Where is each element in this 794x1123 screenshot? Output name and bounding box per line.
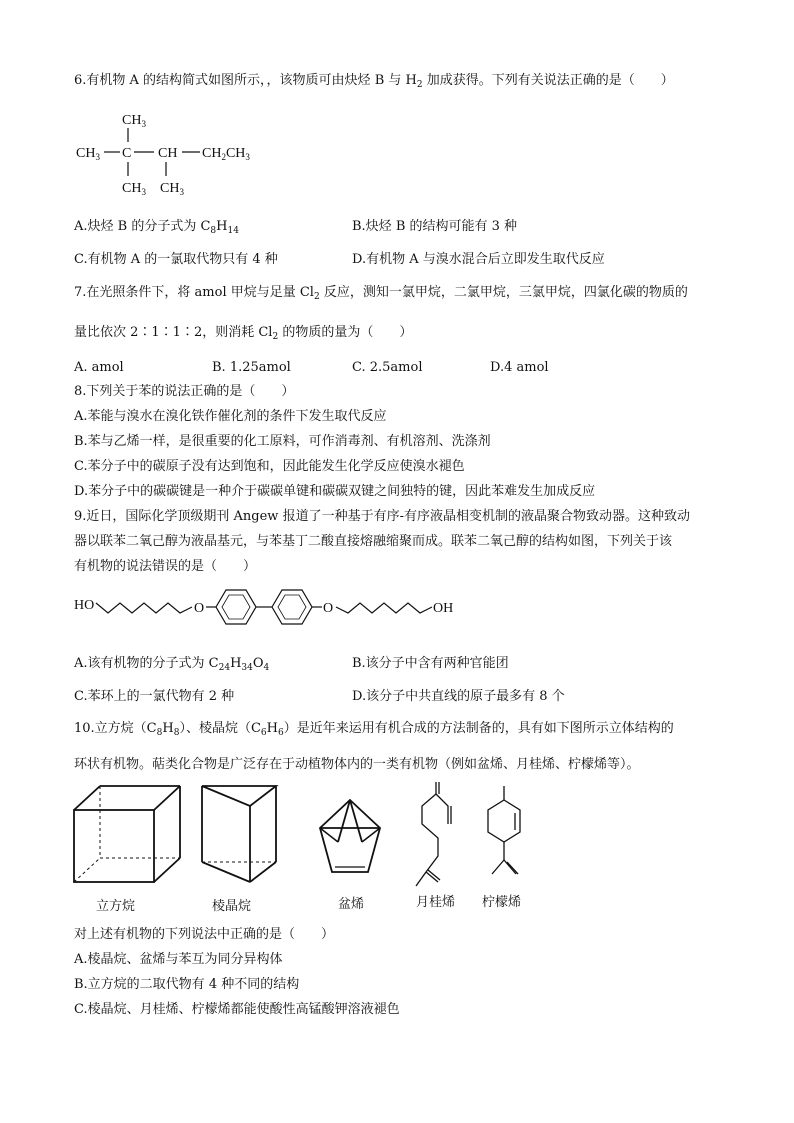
limonene-structure: [488, 786, 520, 874]
q7-line1-b: 反应，测知一氯甲烷，二氯甲烷，三氯甲烷，四氯化碳的物质的: [319, 285, 688, 300]
q9-option-a-sub1: 24: [218, 663, 231, 673]
q10-line1-c: ）、棱晶烷（C: [179, 721, 261, 736]
q7-line2-sub: 2: [272, 332, 279, 342]
q7-stem-line1: [74, 284, 688, 306]
q9-oh: OH: [433, 601, 454, 616]
svg-text:CH3: [122, 181, 146, 197]
caption-limonene: 柠檬烯: [482, 895, 522, 910]
q9-option-d: D.该分子中共直线的原子最多有 8 个: [352, 689, 565, 704]
q6-bottom-ch3-a-sub: 3: [141, 187, 146, 197]
q10-line1-s2: 8: [173, 728, 180, 738]
q9-ho: HO: [74, 598, 95, 613]
q8-stem: 8.下列关于苯的说法正确的是（ ）: [74, 384, 295, 399]
q10-option-c: C.棱晶烷、月桂烯、柠檬烯都能使酸性高锰酸钾溶液褪色: [74, 1002, 400, 1017]
q8-option-c: C.苯分子中的碳原子没有达到饱和，因此能发生化学反应使溴水褪色: [74, 459, 465, 474]
q6-bottom-ch3-b: CH: [160, 181, 180, 196]
q6-bottom-ch3-b-sub: 3: [179, 187, 184, 197]
q9-option-a-sub2: 34: [241, 663, 253, 673]
q6-stem-a: 6.有机物 A 的结构简式如图所示，，该物质可由炔烃 B 与 H: [74, 73, 417, 88]
q10-line1-s3: 6: [260, 728, 267, 738]
q6-ethyl-ch3-sub: 3: [245, 152, 250, 162]
q6-structure-diagram: [70, 108, 280, 198]
caption-myrcene: 月桂烯: [416, 895, 456, 910]
svg-text:CH2CH3: [202, 146, 250, 162]
q6-left-ch3: CH: [76, 146, 96, 161]
q9-option-a-o: O: [252, 656, 264, 671]
q9-option-a-sub3: 4: [263, 663, 270, 673]
q6-bottom-ch3-a: CH: [122, 181, 142, 196]
q9-option-b: B.该分子中含有两种官能团: [352, 656, 509, 671]
prismane-structure: [202, 786, 276, 882]
q9-option-a-text: A.该有机物的分子式为 C: [74, 656, 219, 671]
q9-stem-line1: 9.近日，国际化学顶级期刊 Angew 报道了一种基于有序-有序液晶相变机制的液晶聚合物致动器。这种致动: [74, 509, 690, 524]
q10-line1-s1: 8: [156, 728, 163, 738]
q10-option-b: B.立方烷的二取代物有 4 种不同的结构: [74, 977, 300, 992]
q6-ethyl-ch3: CH: [225, 146, 246, 161]
caption-prismane: 棱晶烷: [212, 899, 252, 914]
q9-stem-line3: 有机物的说法错误的是（ ）: [74, 559, 257, 574]
q6-option-a-text: A.炔烃 B 的分子式为 C: [74, 219, 211, 234]
q9-o2: O: [323, 601, 334, 616]
q10-structures-figure: [70, 780, 540, 920]
q10-line1-b: H: [162, 721, 174, 736]
q6-option-c: C.有机物 A 的一氯取代物只有 4 种: [74, 252, 278, 267]
q6-option-d: D.有机物 A 与溴水混合后立即发生取代反应: [352, 252, 605, 267]
q7-line2-a: 量比依次 2∶1∶1∶2，则消耗 Cl: [74, 325, 273, 340]
q9-o1: O: [194, 601, 205, 616]
q9-structure-diagram: [72, 585, 472, 635]
svg-text:CH3: [122, 113, 146, 129]
q10-stem-line1: [74, 720, 674, 742]
q8-option-b: B.苯与乙烯一样，是很重要的化工原料，可作消毒剂、有机溶剂、洗涤剂: [74, 434, 491, 449]
q9-option-a: [74, 655, 269, 677]
q7-line1-a: 7.在光照条件下，将 amol 甲烷与足量 Cl: [74, 285, 314, 300]
q6-option-a-sub2: 14: [227, 226, 239, 236]
benzvalene-structure: [320, 800, 380, 872]
q6-stem-sub: 2: [416, 80, 423, 90]
q10-option-a: A.棱晶烷、盆烯与苯互为同分异构体: [74, 952, 283, 967]
myrcene-structure: [416, 782, 451, 886]
q6-ethyl-ch2: CH: [202, 146, 222, 161]
q6-top-ch3: CH: [122, 113, 142, 128]
q6-ethyl-ch2-sub: 2: [221, 152, 226, 162]
caption-cubane: 立方烷: [96, 899, 136, 914]
q6-option-b: B.炔烃 B 的结构可能有 3 种: [352, 219, 518, 234]
q10-line1-e: ）是近年来运用有机合成的方法制备的，具有如下图所示立体结构的: [283, 721, 674, 736]
svg-text:CH3: [160, 181, 184, 197]
q7-option-b: B. 1.25amol: [212, 360, 291, 375]
q6-option-a-h: H: [216, 219, 228, 234]
caption-benzvalene: 盆烯: [338, 897, 365, 912]
q6-stem: [74, 72, 674, 94]
q8-option-a: A.苯能与溴水在溴化铁作催化剂的条件下发生取代反应: [74, 409, 387, 424]
q10-question: 对上述有机物的下列说法中正确的是（ ）: [74, 927, 335, 942]
q9-stem-line2: 器以联苯二氧己醇为液晶基元，与苯基丁二酸直接熔融缩聚而成。联苯二氧己醇的结构如图，下列关于该: [74, 534, 673, 549]
q6-ch: CH: [158, 146, 178, 161]
q7-option-a: A. amol: [74, 360, 124, 375]
q10-line1-s4: 6: [277, 728, 284, 738]
svg-text:CH3: [76, 146, 100, 162]
q7-stem-line2: [74, 324, 412, 346]
q10-line1-d: H: [266, 721, 278, 736]
q8-option-d: D.苯分子中的碳碳键是一种介于碳碳单键和碳碳双键之间独特的键，因此苯难发生加成反应: [74, 484, 596, 499]
q6-top-ch3-sub: 3: [141, 119, 146, 129]
cubane-structure: [74, 786, 180, 882]
q6-center-c: C: [122, 146, 132, 161]
q10-stem-line2: 环状有机物。萜类化合物是广泛存在于动植物体内的一类有机物（例如盆烯、月桂烯、柠檬烯等）。: [74, 757, 640, 772]
q7-option-c: C. 2.5amol: [352, 360, 423, 375]
q9-option-c: C.苯环上的一氯代物有 2 种: [74, 689, 235, 704]
q6-left-ch3-sub: 3: [95, 152, 100, 162]
q7-line1-sub: 2: [313, 292, 320, 302]
q9-option-a-h: H: [230, 656, 242, 671]
q6-option-a: [74, 218, 239, 240]
q6-option-a-sub1: 8: [210, 226, 217, 236]
q7-option-d: D.4 amol: [490, 360, 549, 375]
q7-line2-b: 的物质的量为（ ）: [278, 325, 413, 340]
q6-stem-b: 加成获得。下列有关说法正确的是（ ）: [422, 73, 674, 88]
q10-line1-a: 10.立方烷（C: [74, 721, 157, 736]
